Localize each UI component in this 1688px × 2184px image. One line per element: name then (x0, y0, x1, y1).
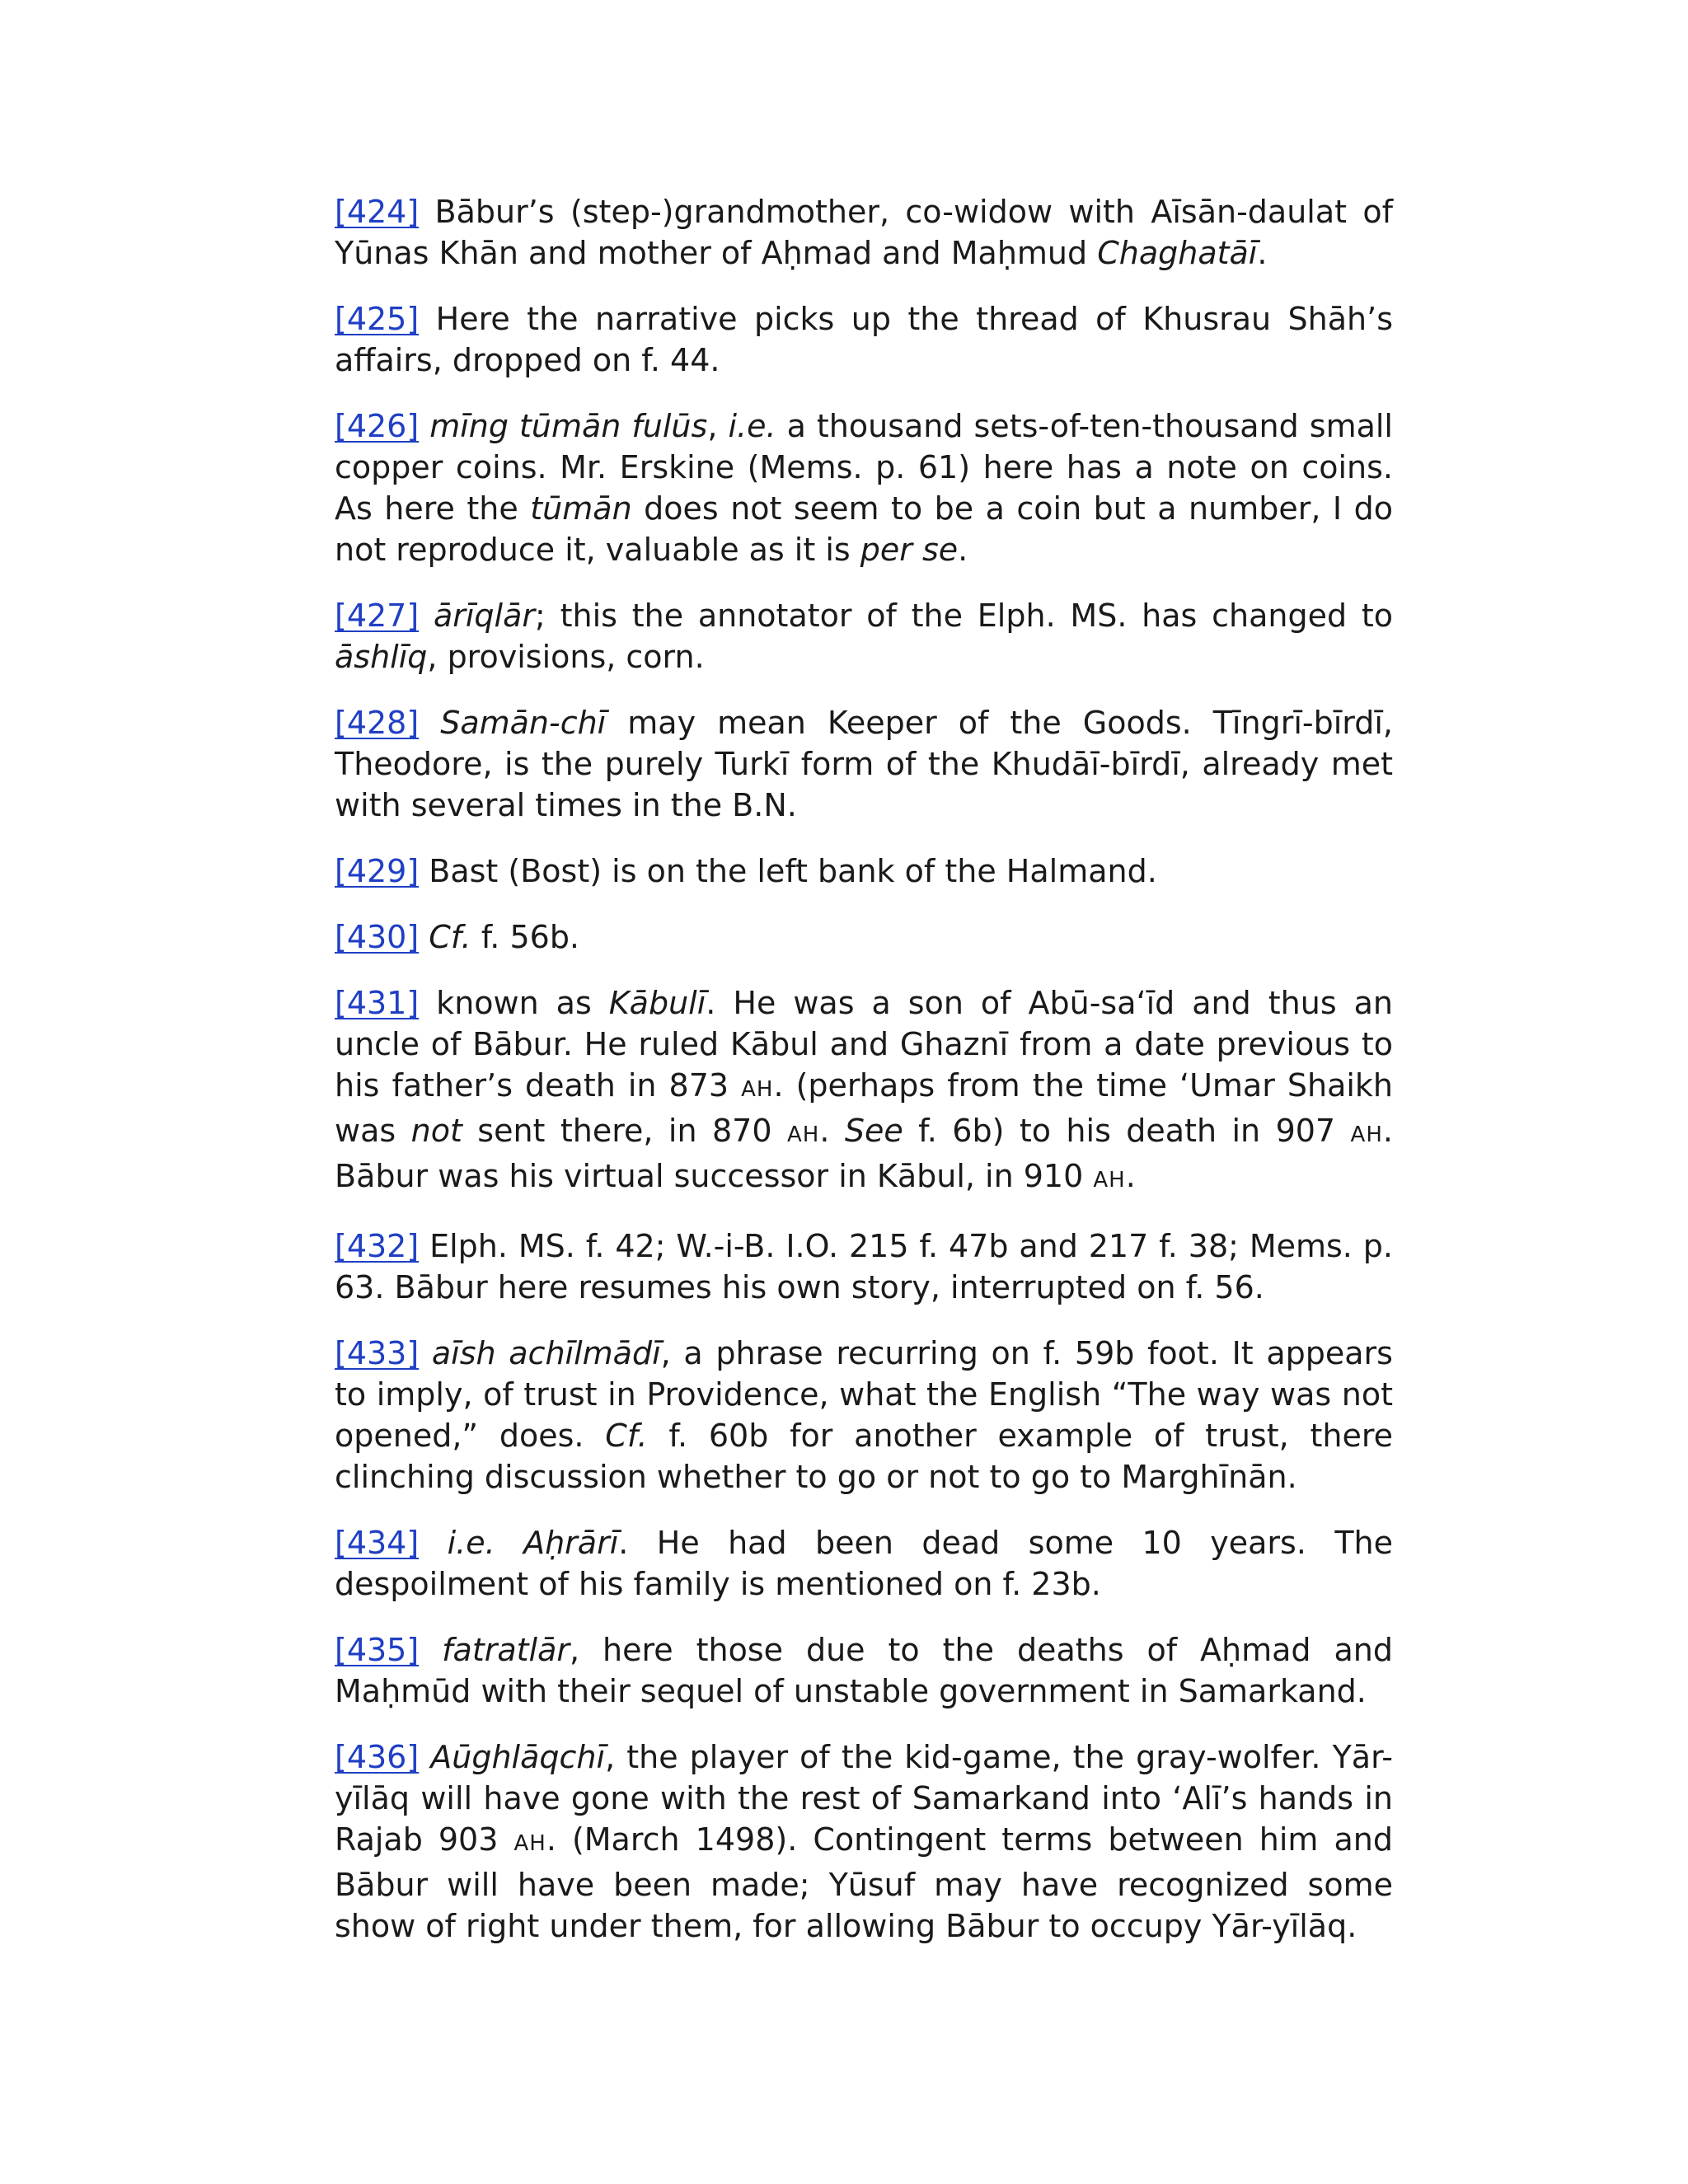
footnote-text (419, 1525, 447, 1561)
footnote-text: Elph. MS. f. 42; W.-i-B. I.O. 215 f. 47b and 217 f. 38; Mems. p. 63. Bābur here resumes his own story, interrupted on f. 56. (335, 1228, 1393, 1305)
footnote-italic-text: mīng tūmān fulūs (429, 408, 708, 444)
footnote-text (419, 1632, 442, 1668)
footnote-italic-text: Kābulī (608, 985, 706, 1021)
footnote-italic-text: i.e. (728, 408, 776, 444)
footnotes-list (335, 191, 1393, 1971)
footnote (335, 1629, 1393, 1712)
footnote-backlink[interactable]: [430] (335, 919, 420, 955)
footnote-italic-text: ārīqlār (433, 598, 536, 634)
footnote-backlink[interactable]: [431] (335, 985, 420, 1021)
footnote-backlink[interactable]: [424] (335, 194, 420, 230)
footnote-italic-text: per se (860, 532, 959, 568)
footnote-text: Bast (Bost) is on the left bank of the Halmand. (419, 853, 1157, 889)
footnote-italic-text: Cf. (429, 919, 471, 955)
footnote-text: , provisions, corn. (427, 639, 705, 675)
footnote-text: . (perhaps from the time ‘Umar Shaikh was (335, 1067, 1393, 1149)
footnote (335, 1333, 1393, 1497)
footnote-backlink[interactable]: [426] (335, 408, 420, 444)
footnote-backlink[interactable]: [429] (335, 853, 420, 889)
footnote-text: , the player of the kid-game, the gray-wolfer. Yār-yīlāq will have gone with the rest of Samarkand into ‘Alī’s hands in Rajab 903 (335, 1739, 1393, 1858)
footnote-text: . Bābur was his virtual successor in Kābul, in 910 (335, 1113, 1393, 1194)
footnote-text: Bābur’s (step-)grandmother, co-widow with Aīsān-daulat of Yūnas Khān and mother of Aḥmad and Maḥmud (335, 194, 1393, 271)
footnote-text: f. 56b. (471, 919, 580, 955)
footnote-text: . (March 1498). Contingent terms between him and Bābur will have been made; Yūsuf may have recognized some show of right under them, for allowing Bābur to occupy Yār-yīlāq. (335, 1821, 1393, 1944)
footnote-text: . (1125, 1158, 1136, 1194)
era-abbreviation: AH (786, 1122, 820, 1147)
footnote-backlink[interactable]: [432] (335, 1228, 420, 1264)
footnote-text (419, 705, 440, 741)
footnote-text: , here those due to the deaths of Aḥmad and Maḥmūd with their sequel of unstable government in Samarkand. (335, 1632, 1393, 1709)
footnote-italic-text: āshlīq (335, 639, 428, 675)
footnote-italic-text: Cf. (605, 1418, 648, 1454)
footnote-backlink[interactable]: [425] (335, 301, 420, 337)
era-abbreviation: AH (1350, 1122, 1383, 1147)
footnote-italic-text: See (844, 1113, 903, 1149)
footnote (335, 191, 1393, 274)
era-abbreviation: AH (741, 1077, 774, 1102)
footnote-backlink[interactable]: [427] (335, 598, 420, 634)
footnote-italic-text: Samān-chī (440, 705, 607, 741)
footnote (335, 405, 1393, 570)
footnote-text: , (707, 408, 729, 444)
footnote-text: Here the narrative picks up the thread of Khusrau Shāh’s affairs, dropped on f. 44. (335, 301, 1393, 378)
footnote (335, 1736, 1393, 1947)
footnote-text: known as (419, 985, 609, 1021)
footnote-text (419, 1335, 432, 1371)
footnote-text: may mean Keeper of the Goods. Tīngrī-bīrdī, Theodore, is the purely Turkī form of the Khudāī-bīrdī, already met with several times in the B.N. (335, 705, 1393, 823)
era-abbreviation: AH (1093, 1168, 1126, 1193)
footnote-text: f. 60b for another example of trust, there clinching discussion whether to go or not to go to Marghīnān. (335, 1418, 1393, 1495)
footnote (335, 982, 1393, 1201)
footnote-text (419, 1739, 430, 1775)
footnote-text: ; this the annotator of the Elph. MS. has changed to (535, 598, 1393, 634)
era-abbreviation: AH (513, 1831, 546, 1856)
footnote-italic-text: i.e. Aḥrārī (447, 1525, 619, 1561)
footnote (335, 916, 1393, 958)
footnote-text: , a phrase recurring on f. 59b foot. It appears to imply, of trust in Providence, what the English “The way was not opened,” does. (335, 1335, 1393, 1454)
footnote-text: . He was a son of Abū-sa‘īd and thus an uncle of Bābur. He ruled Kābul and Ghaznī from a date previous to his father’s death in 873 (335, 985, 1393, 1104)
footnote-text: . (819, 1113, 845, 1149)
footnote-backlink[interactable]: [434] (335, 1525, 420, 1561)
footnote-text: a thousand sets-of-ten-thousand small copper coins. Mr. Erskine (Mems. p. 61) here has a note on coins. As here the (335, 408, 1393, 527)
footnote-backlink[interactable]: [436] (335, 1739, 420, 1775)
footnote-text (419, 919, 429, 955)
footnote-italic-text: tūmān (530, 490, 632, 527)
footnote-backlink[interactable]: [428] (335, 705, 420, 741)
footnote (335, 851, 1393, 892)
footnote (335, 1226, 1393, 1308)
footnote-backlink[interactable]: [433] (335, 1335, 420, 1371)
footnote (335, 702, 1393, 826)
footnote-text: . He had been dead some 10 years. The despoilment of his family is mentioned on f. 23b. (335, 1525, 1393, 1602)
footnote-italic-text: aīsh achīlmādī (431, 1335, 661, 1371)
footnote (335, 298, 1393, 381)
footnote-italic-text: Chaghatāī (1097, 235, 1258, 271)
footnote-text: does not seem to be a coin but a number, I do not reproduce it, valuable as it is (335, 490, 1394, 568)
footnote (335, 595, 1393, 677)
footnote-italic-text: not (410, 1113, 462, 1149)
footnote-backlink[interactable]: [435] (335, 1632, 420, 1668)
footnote-text: . (1257, 235, 1268, 271)
footnote-text (419, 408, 429, 444)
footnote-text: f. 6b) to his death in 907 (903, 1113, 1351, 1149)
footnote-text: sent there, in 870 (462, 1113, 787, 1149)
footnote-italic-text: fatratlār (442, 1632, 570, 1668)
footnote-text: . (958, 532, 968, 568)
footnote-text (419, 598, 434, 634)
footnote-italic-text: Aūghlāqchī (430, 1739, 606, 1775)
footnote (335, 1522, 1393, 1605)
